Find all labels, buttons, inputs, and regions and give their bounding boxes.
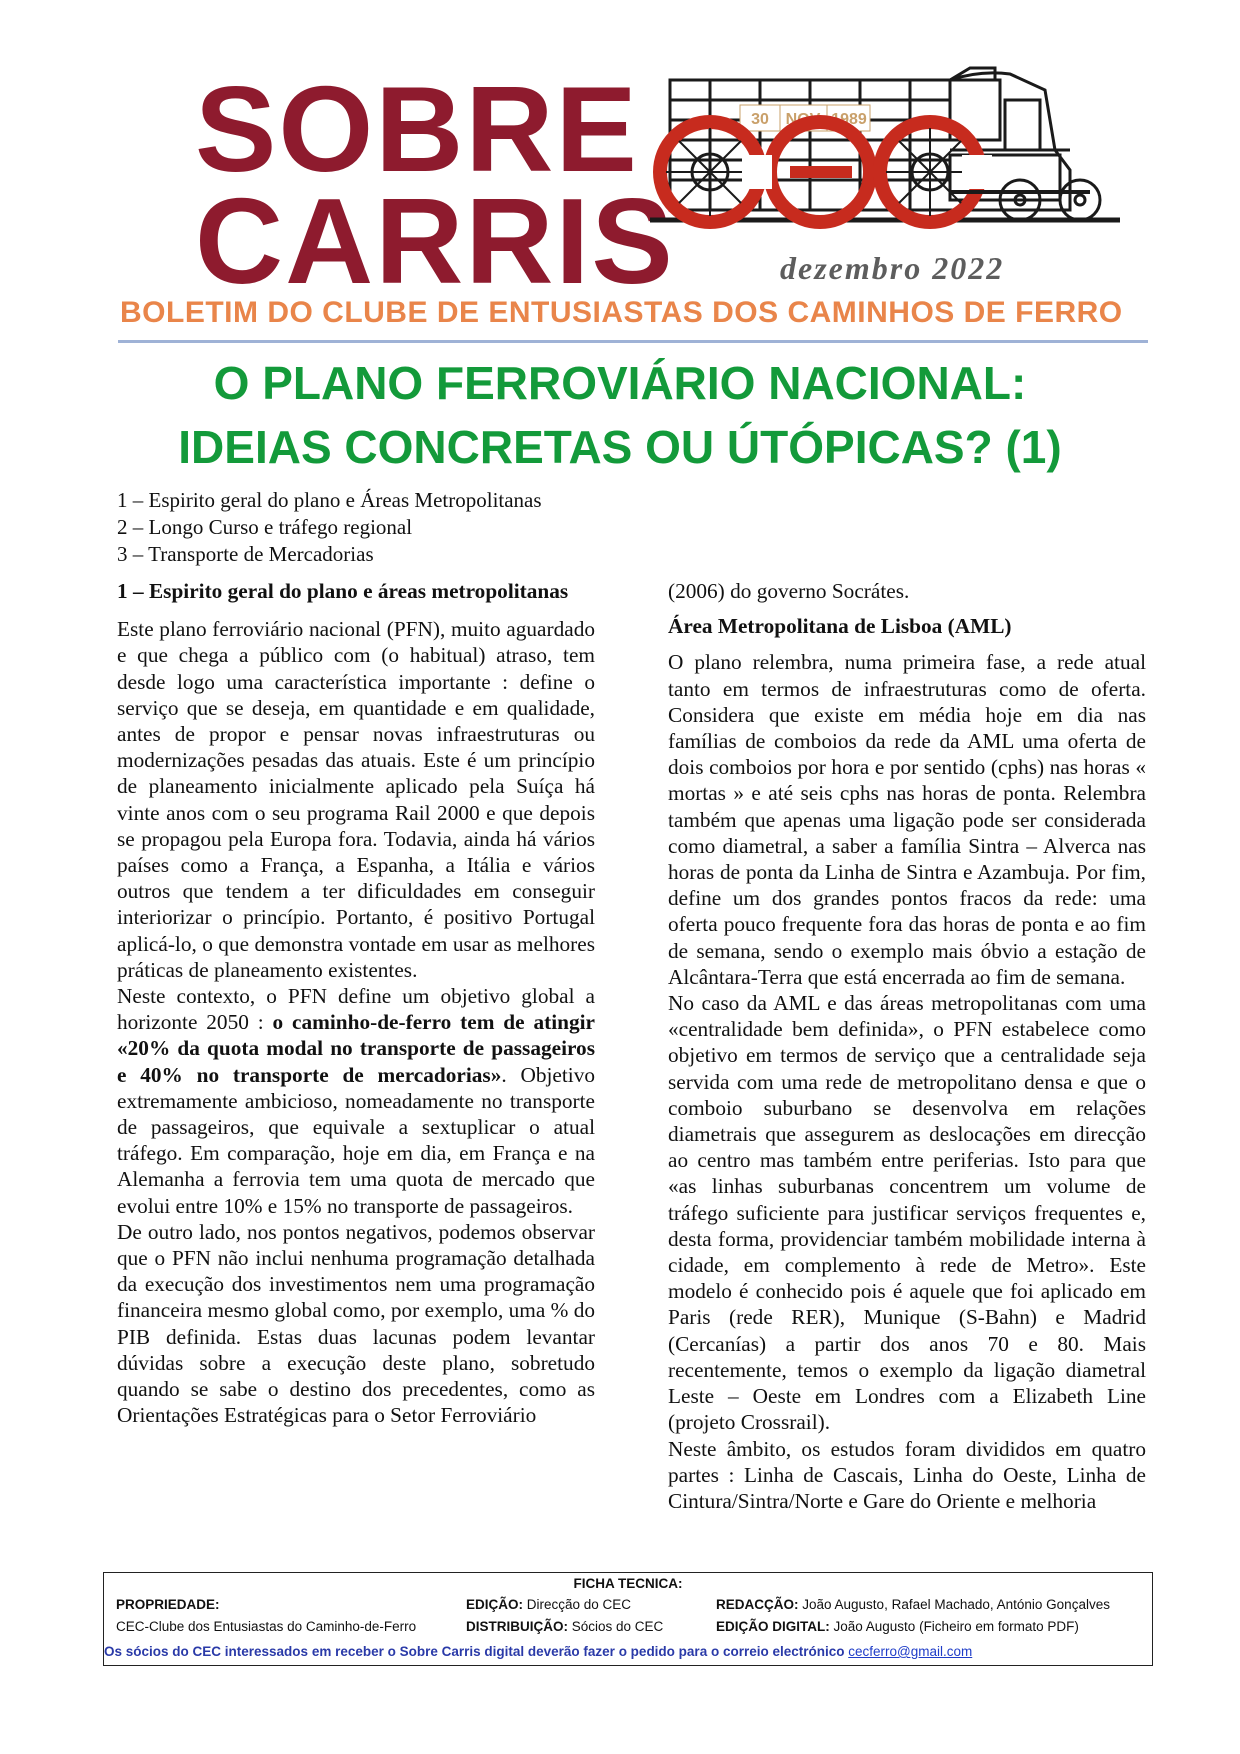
section-heading: 1 – Espirito geral do plano e áreas metropolitanas: [117, 579, 569, 603]
masthead: [170, 60, 1150, 309]
paragraph: (2006) do governo Socrátes.: [668, 579, 910, 603]
cec-wheel-letters: [660, 122, 992, 222]
table-of-contents: [117, 487, 542, 568]
ficha-tecnica-box: [103, 1572, 1153, 1666]
logo-carris: CARRIS: [195, 173, 675, 309]
toc-item: 2 – Longo Curso e tráfego regional: [117, 515, 413, 539]
headline-line-2: IDEIAS CONCRETAS OU ÚTÓPICAS? (1): [178, 421, 1062, 473]
header-divider: [118, 340, 1148, 343]
issue-date: dezembro 2022: [780, 250, 1005, 286]
toc-item: 1 – Espirito geral do plano e Áreas Metropolitanas: [117, 488, 542, 512]
toc-item: 3 – Transporte de Mercadorias: [117, 542, 374, 566]
paragraph-text: Neste contexto, o PFN define um objetivo global a horizonte 2050 :: [117, 984, 595, 1035]
steam-locomotive-illustration: [650, 60, 1120, 260]
redaccao: REDACÇÃO: João Augusto, Rafael Machado, António Gonçalves: [716, 1597, 1110, 1612]
highlight-objective: o caminho-de-ferro tem de atingir «20% da quota modal no transporte de passageiros e 40% no transporte de mercadorias»: [117, 1010, 595, 1087]
plate-year: 1989: [831, 111, 867, 128]
propriedade-value: CEC-Clube dos Entusiastas do Caminho-de-Ferro: [116, 1619, 417, 1634]
paragraph: Neste âmbito, os estudos foram divididos em quatro partes : Linha de Cascais, Linha do Oeste, Linha de Cintura/Sintra/Norte e Gare do Oriente e melhoria: [668, 1436, 1146, 1513]
subsection-heading: Área Metropolitana de Lisboa (AML): [668, 614, 1012, 639]
edicao: EDIÇÃO: Direcção do CEC: [466, 1597, 632, 1612]
headline-line-1: O PLANO FERROVIÁRIO NACIONAL:: [213, 357, 1027, 409]
plate-month: NOV: [785, 111, 821, 128]
logo-sobre: SOBRE: [195, 61, 639, 197]
article-left-column: [117, 578, 595, 1429]
article-right-column: [668, 578, 1146, 1514]
edicao-digital: EDIÇÃO DIGITAL: João Augusto (Ficheiro em formato PDF): [716, 1619, 1079, 1634]
subscription-note: Os sócios do CEC interessados em receber o Sobre Carris digital deverão fazer o pedido para o correio electrónico cecferro@gmail.com: [104, 1644, 973, 1659]
propriedade-label: PROPRIEDADE:: [116, 1597, 220, 1612]
paragraph: De outro lado, nos pontos negativos, podemos observar que o PFN não inclui nenhuma programação detalhada da execução dos investimentos nem uma programação financeira mesmo global como, por exemplo, uma % do PIB definida. Estas duas lacunas podem levantar dúvidas sobre a execução deste plano, sobretudo quando se sabe o destino dos precedentes, como as Orientações Estratégicas para o Setor Ferroviário: [117, 1219, 595, 1428]
paragraph: No caso da AML e das áreas metropolitanas com uma «centralidade bem definida», o PFN estabelece como objetivo em termos de serviço que a centralidade seja servida com uma rede de metropolitano densa e que o comboio suburbano se desenvolva em relações diametrais que assegurem as deslocações em direcção ao centro mas também entre periferias. Isto para que «as linhas suburbanas concentrem um volume de tráfego suficiente para justificar serviços frequentes e, desta forma, providenciar também mobilidade interna à cidade, em complemento à rede de Metro». Este modelo é conhecido pois é aquele que foi aplicado em Paris (rede RER), Munique (S-Bahn) e Madrid (Cercanías) a partir dos anos 70 e 80. Mais recentemente, temos o exemplo da ligação diametral Leste – Oeste em Londres com a Elizabeth Line (projeto Crossrail).: [668, 991, 1146, 1435]
paragraph-text: . Objetivo extremamente ambicioso, nomeadamente no transporte de passageiros, que equivale a sextuplicar o atual tráfego. Em comparação, hoje em dia, em França e na Alemanha a ferrovia tem uma quota de mercado que evolui entre 10% e 15% no transporte de passageiros.: [117, 1062, 595, 1218]
ficha-title: FICHA TECNICA:: [573, 1576, 683, 1591]
contact-email-link[interactable]: cecferro@gmail.com: [848, 1644, 973, 1659]
paragraph: Este plano ferroviário nacional (PFN), muito aguardado e que chega a público com (o habitual) atraso, tem desde logo uma característica importante : define o serviço que se deseja, em quantidade e em qualidade, antes de propor e pensar novas infraestruturas ou modernizações pesadas das atuais. Este é um princípio de planeamento inicialmente aplicado pela Suíça há vinte anos com o seu programa Rail 2000 e que depois se propagou pela Europa fora. Todavia, ainda há vários países como a França, a Espanha, a Itália e vários outros que tendem a ter dificuldades em conseguir interiorizar o princípio. Portanto, é positivo Portugal aplicá-lo, o que demonstra vontade em usar as melhores práticas de planeamento existentes.: [117, 617, 595, 982]
paragraph: O plano relembra, numa primeira fase, a rede atual tanto em termos de infraestruturas como de oferta. Considera que existe em média hoje em dia nas famílias de comboios da rede da AML uma oferta de dois comboios por hora e por sentido (cphs) nas horas « mortas » e até seis cphs nas horas de ponta. Relembra também que apenas uma ligação pode ser considerada como diametral, a saber a família Sintra – Alverca nas horas de ponta da Linha de Sintra e Azambuja. Por fim, define um dos grandes pontos fracos da rede: uma oferta pouco frequente fora das horas de ponta e ao fim de semana, sendo o exemplo mais óbvio a estação de Alcântara-Terra que está encerrada ao fim de semana.: [668, 650, 1146, 989]
bulletin-subtitle: BOLETIM DO CLUBE DE ENTUSIASTAS DOS CAMINHOS DE FERRO: [120, 296, 1123, 329]
paragraph: [117, 983, 595, 1219]
plate-day: 30: [751, 111, 769, 128]
distribuicao: DISTRIBUIÇÃO: Sócios do CEC: [466, 1619, 664, 1634]
